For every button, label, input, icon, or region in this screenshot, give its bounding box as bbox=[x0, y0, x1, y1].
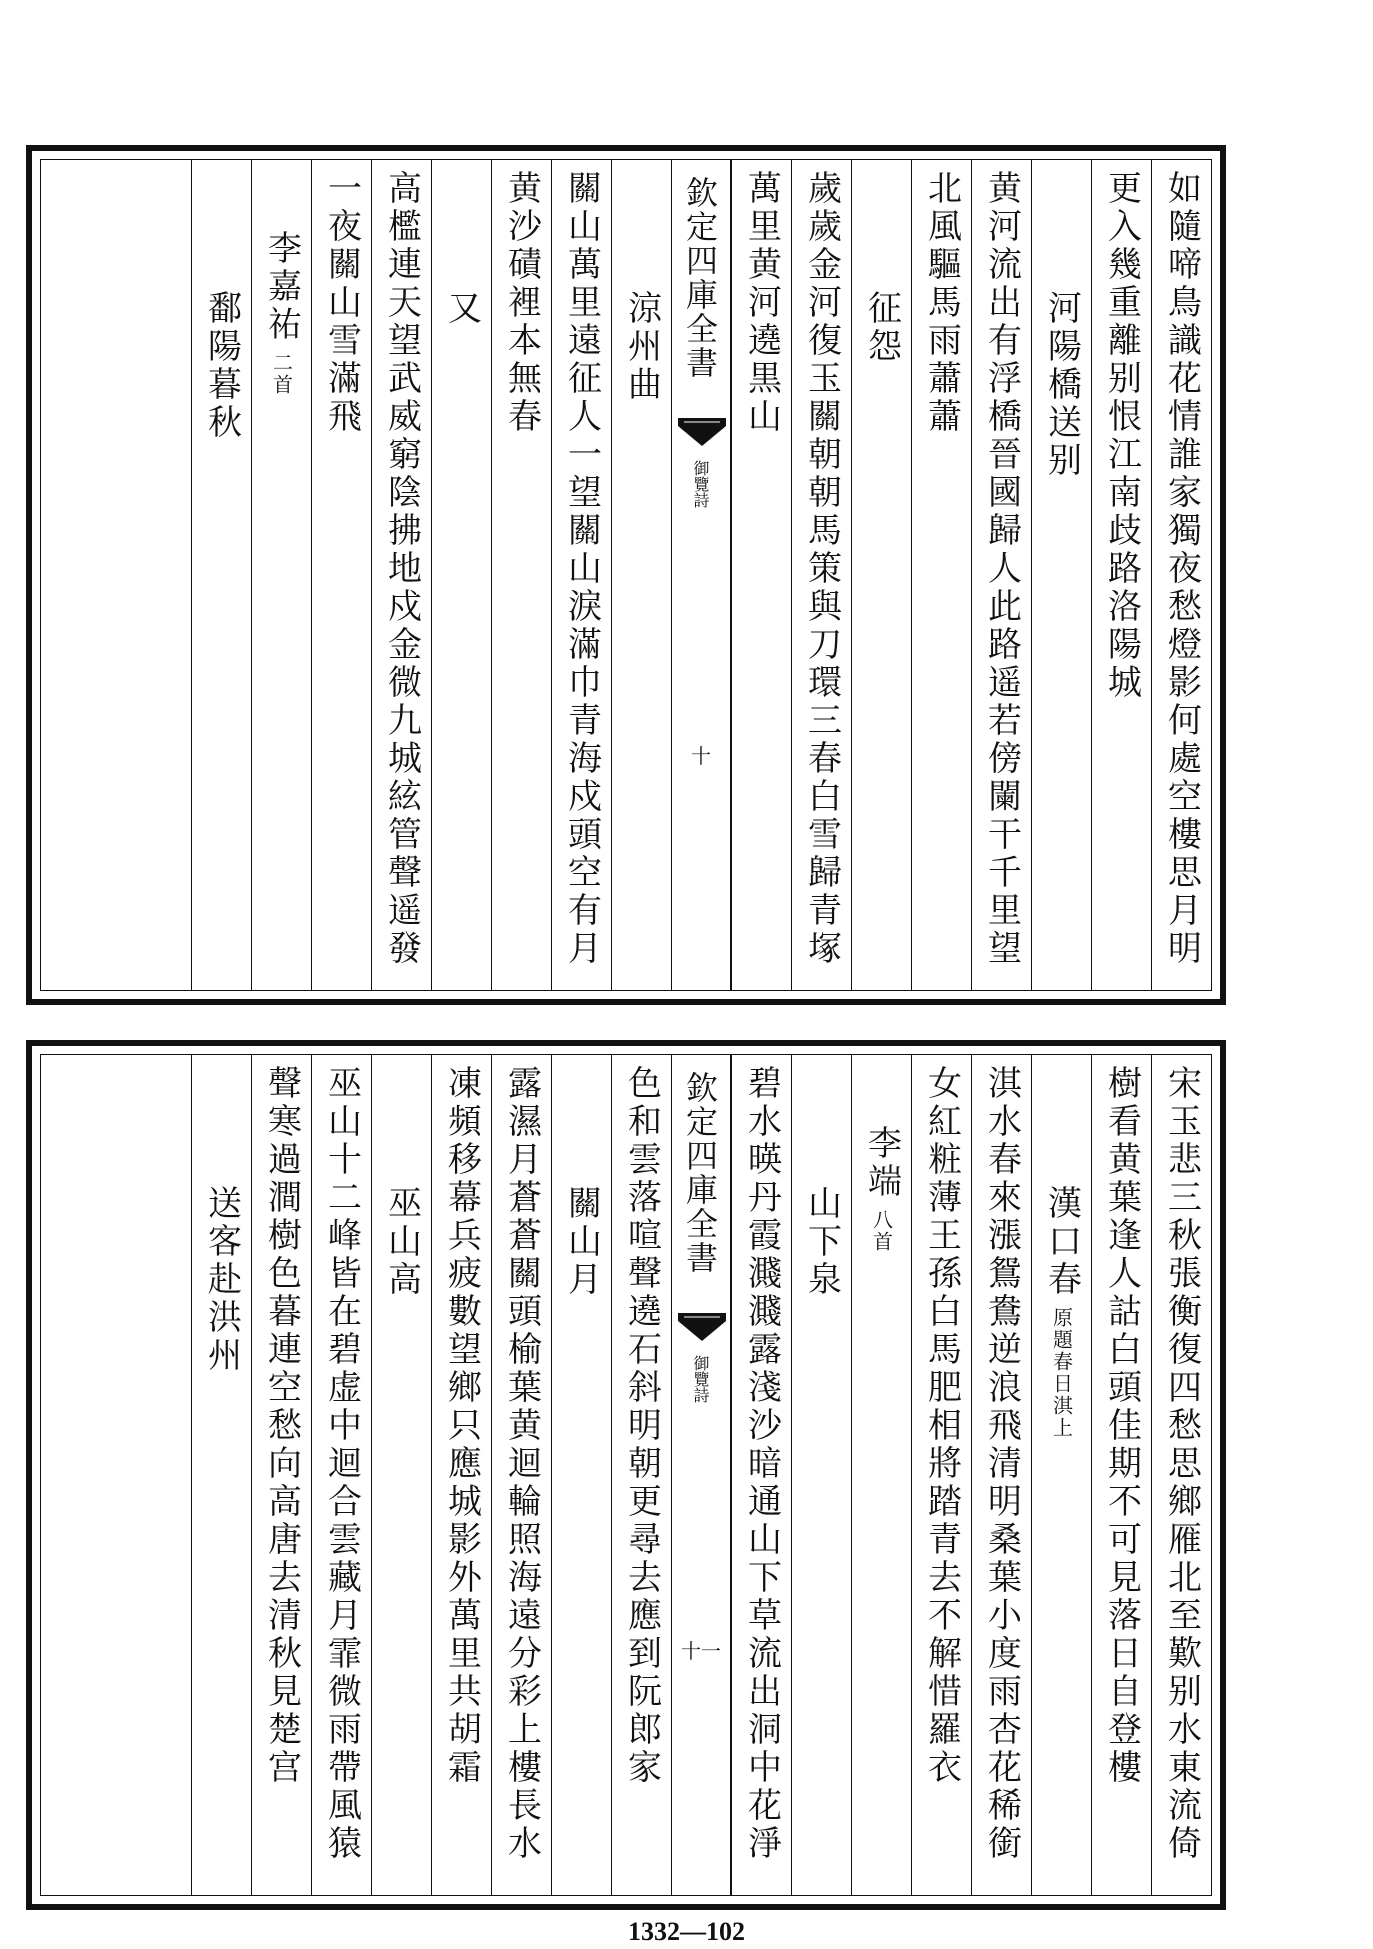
column-text bbox=[252, 230, 311, 986]
center-band bbox=[671, 1055, 731, 1895]
text-column bbox=[1151, 160, 1211, 990]
text-column bbox=[311, 160, 371, 990]
verse-text: 北風驅馬雨蕭蕭 bbox=[921, 170, 962, 436]
column-text bbox=[492, 170, 551, 986]
column-text bbox=[612, 290, 671, 986]
verse-text: 征怨 bbox=[861, 290, 902, 366]
text-column bbox=[851, 160, 911, 990]
column-text bbox=[492, 1065, 551, 1891]
column-text bbox=[312, 1065, 371, 1891]
verse-text: 黄沙磧裡本無春 bbox=[501, 170, 542, 436]
text-column bbox=[1151, 1055, 1211, 1895]
verse-text: 碧水暎丹霞濺濺露淺沙暗通山下草流出洞中花淨 bbox=[741, 1065, 782, 1863]
column-text bbox=[792, 1185, 851, 1891]
verse-text: 如隨啼鳥識花情誰家獨夜愁燈影何處空樓思月明 bbox=[1161, 170, 1202, 968]
verse-text: 露濕月蒼蒼關頭榆葉黄迴輪照海遠分彩上樓長水 bbox=[501, 1065, 542, 1863]
column-text bbox=[552, 170, 611, 986]
text-column bbox=[791, 1055, 851, 1895]
verse-text: 又 bbox=[441, 290, 482, 328]
column-text bbox=[912, 1065, 971, 1891]
column-text bbox=[732, 170, 791, 986]
text-column bbox=[311, 1055, 371, 1895]
verse-text: 送客赴洪州 bbox=[201, 1185, 242, 1375]
annotation-note: 八首 bbox=[869, 1209, 894, 1253]
verse-text: 鄱陽暮秋 bbox=[201, 290, 242, 442]
column-text bbox=[192, 290, 251, 986]
column-text bbox=[252, 1065, 311, 1891]
text-column bbox=[791, 160, 851, 990]
column-text bbox=[972, 170, 1031, 986]
verse-text: 歲歲金河復玉關朝朝馬策與刀環三春白雪歸青塚 bbox=[801, 170, 842, 968]
column-text bbox=[1152, 170, 1211, 986]
text-column bbox=[731, 1055, 791, 1895]
text-column bbox=[911, 1055, 971, 1895]
column-text bbox=[1152, 1065, 1211, 1891]
verse-text: 一夜關山雪滿飛 bbox=[321, 170, 362, 436]
text-column bbox=[731, 160, 791, 990]
verse-text: 李嘉祐 bbox=[261, 230, 302, 344]
column-text bbox=[432, 290, 491, 986]
column-text bbox=[732, 1065, 791, 1891]
verse-text: 樹看黄葉逢人詁白頭佳期不可見落日自登樓 bbox=[1101, 1065, 1142, 1787]
verse-text: 黄河流出有浮橋晉國歸人此路遥若傍闌干千里望 bbox=[981, 170, 1022, 968]
text-column bbox=[1091, 1055, 1151, 1895]
verse-text: 聲寒過澗樹色暮連空愁向高唐去清秋見楚宫 bbox=[261, 1065, 302, 1787]
text-column bbox=[911, 160, 971, 990]
band-title: 欽定四庫全書 bbox=[681, 1071, 719, 1275]
fishtail-mark-icon bbox=[678, 1313, 726, 1341]
verse-text: 凍頻移幕兵疲數望鄉只應城影外萬里共胡霜 bbox=[441, 1065, 482, 1787]
verse-text: 色和雲落喧聲遶石斜明朝更尋去應到阮郎家 bbox=[621, 1065, 662, 1787]
verse-text: 關山月 bbox=[561, 1185, 602, 1299]
band-folio: 十一 bbox=[681, 1639, 721, 1663]
verse-text: 女紅粧薄王孫白馬肥相將踏青去不解惜羅衣 bbox=[921, 1065, 962, 1787]
column-text bbox=[792, 170, 851, 986]
text-column bbox=[431, 160, 491, 990]
verse-text: 高檻連天望武威窮陰拂地戍金微九城絃管聲遥發 bbox=[381, 170, 422, 968]
text-column bbox=[851, 1055, 911, 1895]
text-column bbox=[1091, 160, 1151, 990]
verse-text: 山下泉 bbox=[801, 1185, 842, 1299]
text-column bbox=[971, 1055, 1031, 1895]
verse-text: 河陽橋送别 bbox=[1041, 290, 1082, 480]
text-column bbox=[551, 160, 611, 990]
text-column bbox=[251, 1055, 311, 1895]
verse-text: 漢口春 bbox=[1041, 1185, 1082, 1299]
column-text bbox=[912, 170, 971, 986]
text-column bbox=[1031, 160, 1091, 990]
page-number: 1332—102 bbox=[628, 1917, 745, 1946]
column-text bbox=[432, 1065, 491, 1891]
column-text bbox=[852, 1125, 911, 1891]
text-column bbox=[371, 1055, 431, 1895]
column-text bbox=[972, 1065, 1031, 1891]
text-column bbox=[1031, 1055, 1091, 1895]
verse-text: 淇水春來漲鴛鴦逆浪飛清明桑葉小度雨杏花稀銜 bbox=[981, 1065, 1022, 1863]
bottom-page-frame bbox=[40, 1054, 1212, 1896]
verse-text: 巫山高 bbox=[381, 1185, 422, 1299]
column-text bbox=[312, 170, 371, 986]
band-title: 欽定四庫全書 bbox=[681, 176, 719, 380]
column-text bbox=[372, 1185, 431, 1891]
column-text bbox=[1092, 170, 1151, 986]
column-text bbox=[192, 1185, 251, 1891]
band-subtitle: 御覽詩 bbox=[691, 1355, 710, 1403]
top-page-frame bbox=[40, 159, 1212, 991]
text-column bbox=[611, 1055, 671, 1895]
verse-text: 宋玉悲三秋張衡復四愁思鄉雁北至歎别水東流倚 bbox=[1161, 1065, 1202, 1863]
text-column bbox=[191, 160, 251, 990]
verse-text: 萬里黄河遶黒山 bbox=[741, 170, 782, 436]
text-column bbox=[491, 1055, 551, 1895]
text-column bbox=[431, 1055, 491, 1895]
column-text bbox=[1032, 1185, 1091, 1891]
verse-text: 李端 bbox=[861, 1125, 902, 1201]
text-column bbox=[551, 1055, 611, 1895]
column-text bbox=[852, 290, 911, 986]
annotation-note: 二首 bbox=[269, 352, 294, 396]
band-subtitle: 御覽詩 bbox=[691, 460, 710, 508]
text-column bbox=[191, 1055, 251, 1895]
top-page-panel bbox=[26, 145, 1226, 1005]
column-text bbox=[612, 1065, 671, 1891]
text-column bbox=[611, 160, 671, 990]
text-column bbox=[371, 160, 431, 990]
verse-text: 巫山十二峰皆在碧虚中迴合雲藏月霏微雨帶風猿 bbox=[321, 1065, 362, 1863]
text-column bbox=[491, 160, 551, 990]
center-band bbox=[671, 160, 731, 990]
column-text bbox=[1032, 290, 1091, 986]
text-column bbox=[971, 160, 1031, 990]
verse-text: 更入幾重離别恨江南歧路洛陽城 bbox=[1101, 170, 1142, 702]
verse-text: 涼州曲 bbox=[621, 290, 662, 404]
bottom-page-panel bbox=[26, 1040, 1226, 1910]
band-folio: 十 bbox=[691, 744, 711, 768]
fishtail-mark-icon bbox=[678, 418, 726, 446]
column-text bbox=[552, 1185, 611, 1891]
column-text bbox=[372, 170, 431, 986]
annotation-note: 原題春日淇上 bbox=[1049, 1307, 1074, 1439]
verse-text: 關山萬里遠征人一望關山淚滿巾青海戍頭空有月 bbox=[561, 170, 602, 968]
column-text bbox=[1092, 1065, 1151, 1891]
text-column bbox=[251, 160, 311, 990]
